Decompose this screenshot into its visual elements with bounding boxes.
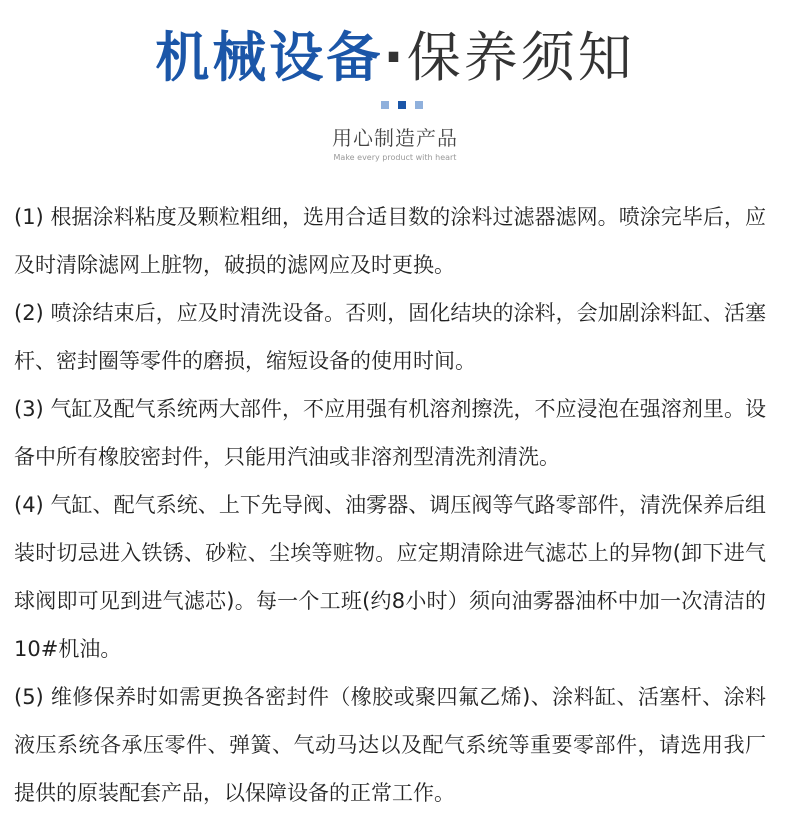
decorative-squares: [381, 101, 441, 109]
page-header: [0, 22, 790, 94]
square-left-icon: [381, 101, 389, 109]
subtitle-english: Make every product with heart: [333, 153, 457, 162]
square-right-icon: [415, 101, 423, 109]
page-title: [0, 22, 790, 94]
title-emphasis: 机械设备: [155, 26, 384, 89]
title-main: 保养须知: [406, 26, 635, 89]
note-paragraph-5: (5) 维修保养时如需更换各密封件（橡胶或聚四氟乙烯)、涂料缸、活塞杆、涂料液压系统各承压零件、弹簧、气动马达以及配气系统等重要零部件，请选用我厂提供的原装配套产品，以保障设备的正常工作。: [14, 685, 766, 805]
maintenance-notes: [14, 193, 766, 817]
subtitle: 用心制造产品: [332, 126, 458, 150]
note-paragraph-3: (3) 气缸及配气系统两大部件，不应用强有机溶剂擦洗，不应浸泡在强溶剂里。设备中所有橡胶密封件，只能用汽油或非溶剂型清洗剂清洗。: [14, 397, 766, 469]
note-paragraph-1: (1) 根据涂料粘度及颗粒粗细，选用合适目数的涂料过滤器滤网。喷涂完毕后，应及时清除滤网上脏物，破损的滤网应及时更换。: [14, 205, 766, 277]
title-separator: ·: [383, 26, 407, 89]
note-paragraph-2: (2) 喷涂结束后，应及时清洗设备。否则，固化结块的涂料，会加剧涂料缸、活塞杆、密封圈等零件的磨损，缩短设备的使用时间。: [14, 301, 766, 373]
square-center-icon: [398, 101, 406, 109]
note-paragraph-4: (4) 气缸、配气系统、上下先导阀、油雾器、调压阀等气路零部件，清洗保养后组装时切忌进入铁锈、砂粒、尘埃等赃物。应定期清除进气滤芯上的异物(卸下进气球阀即可见到进气滤芯)。每一个工班(约8小时）须向油雾器油杯中加一次清洁的10#机油。: [14, 493, 766, 661]
